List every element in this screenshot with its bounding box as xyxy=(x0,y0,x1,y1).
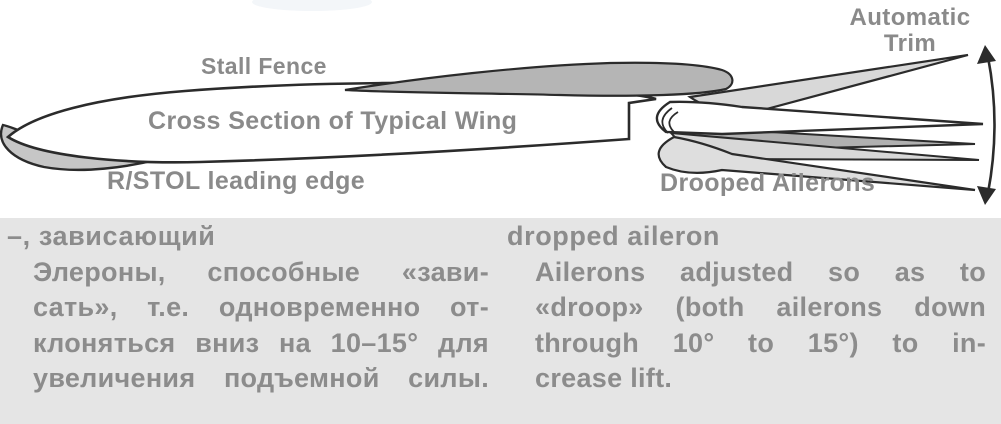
english-definition-line: «droop» (both ailerons down xyxy=(535,292,986,322)
cross-section-label: Cross Section of Typical Wing xyxy=(148,107,518,135)
russian-definition-line: увеличения подъемной силы. xyxy=(33,363,489,393)
scan-smudge xyxy=(252,0,372,11)
english-entry xyxy=(507,219,986,397)
aileron-neutral-position xyxy=(657,102,983,134)
deflection-range-arc xyxy=(988,57,995,193)
automatic-trim-line1: Automatic xyxy=(849,4,971,31)
drooped-ailerons-label: Drooped Ailerons xyxy=(660,169,876,197)
russian-entry xyxy=(7,219,489,397)
english-definition-line: Ailerons adjusted so as to xyxy=(535,256,986,287)
automatic-trim-line2: Trim xyxy=(883,30,937,57)
stall-fence-shape xyxy=(345,63,732,96)
english-headword: dropped aileron xyxy=(507,221,721,251)
automatic-trim-label xyxy=(840,5,980,57)
english-definition-line: through 10° to 15°) to in- xyxy=(535,327,986,358)
stall-fence-label: Stall Fence xyxy=(201,53,327,79)
arrowhead-down-icon xyxy=(977,186,996,205)
russian-definition-line: клоняться вниз на 10–15° для xyxy=(33,327,489,358)
russian-definition-line: Элероны, способные «зави- xyxy=(33,256,489,287)
rstol-leading-edge-label: R/STOL leading edge xyxy=(107,167,366,195)
dictionary-entries xyxy=(0,218,1001,424)
russian-definition-line: сать», т.е. одновременно от- xyxy=(33,292,489,322)
russian-headword: –, зависающий xyxy=(7,221,216,251)
english-definition-line: crease lift. xyxy=(535,363,673,393)
